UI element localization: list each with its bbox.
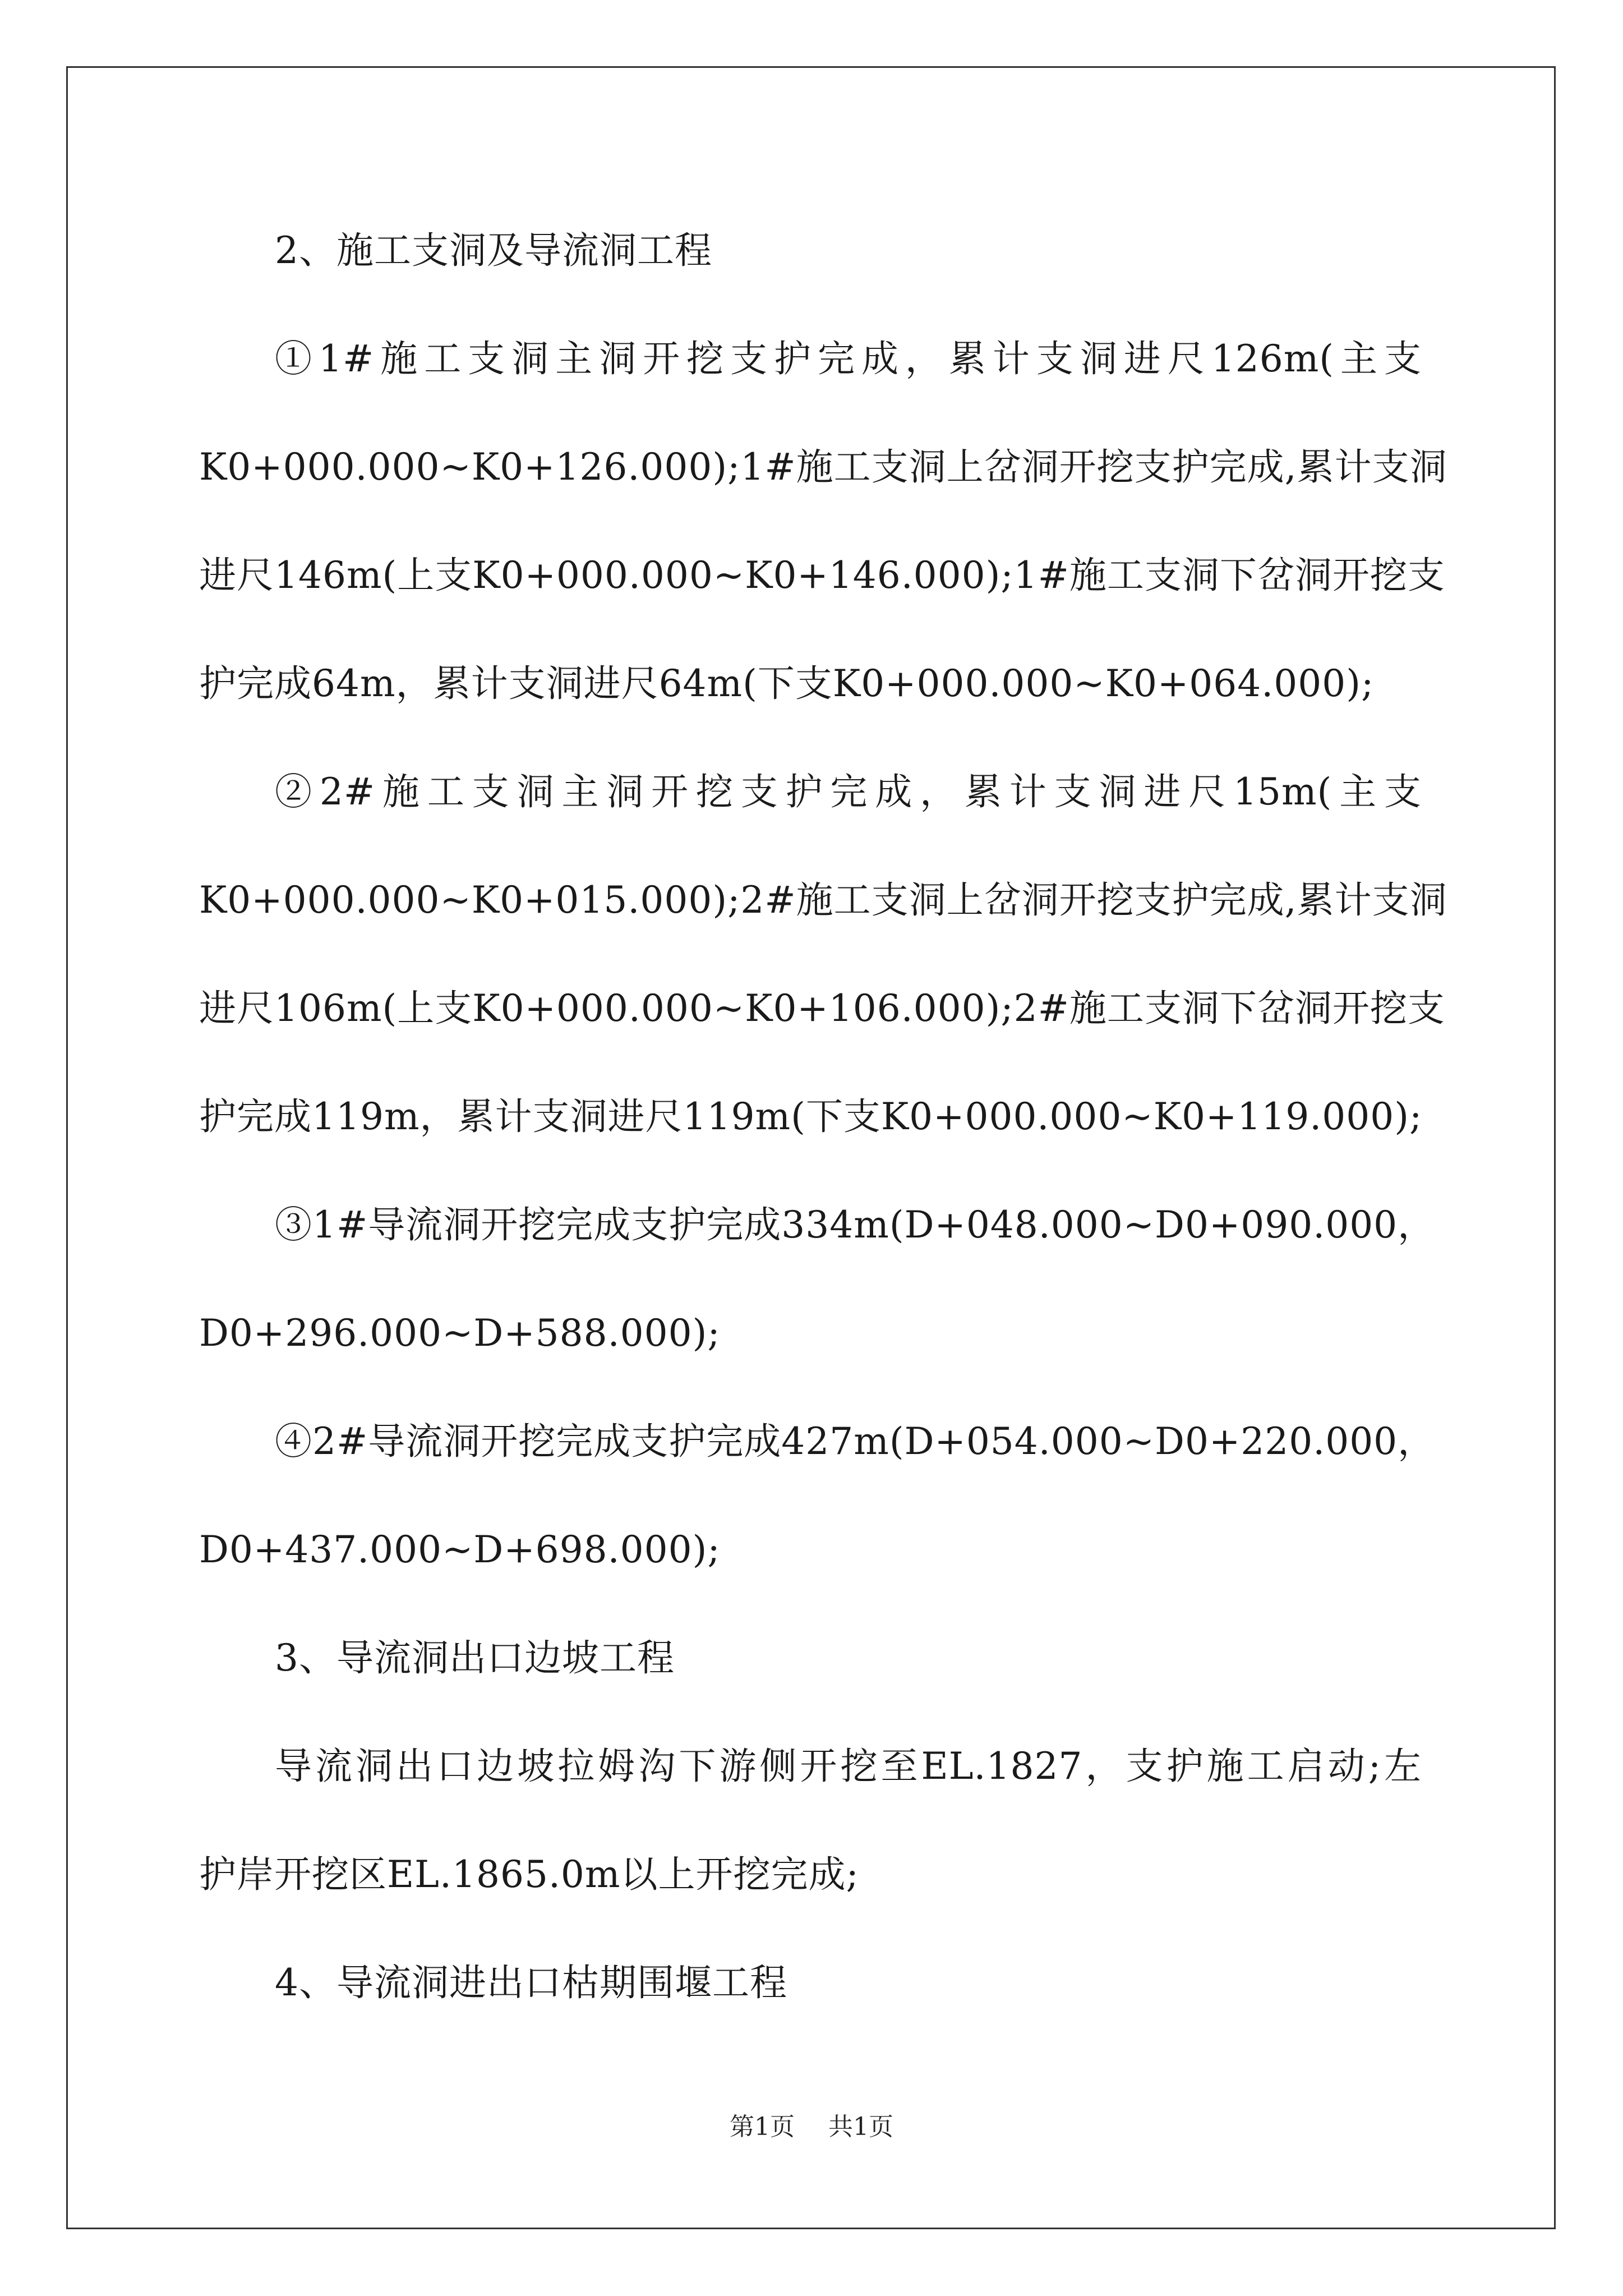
paragraph-line: 护完成64m，累计支洞进尺64m(下支K0+000.000~K0+064.000); <box>199 662 1375 705</box>
current-page-label: 第1页 <box>730 2113 795 2141</box>
paragraph-line: 护岸开挖区EL.1865.0m以上开挖完成; <box>199 1853 859 1896</box>
page-footer <box>0 2110 1623 2144</box>
total-pages-label: 共1页 <box>828 2113 893 2141</box>
page-border <box>66 66 1556 2229</box>
paragraph-line: ②2#施工支洞主洞开挖支护完成，累计支洞进尺15m(主支 <box>275 770 1422 813</box>
paragraph-line: ①1#施工支洞主洞开挖支护完成，累计支洞进尺126m(主支 <box>275 337 1422 380</box>
paragraph-line: 进尺106m(上支K0+000.000~K0+106.000);2#施工支洞下岔洞开挖支 <box>199 987 1445 1030</box>
paragraph-line: K0+000.000~K0+015.000);2#施工支洞上岔洞开挖支护完成,累计支洞 <box>199 878 1447 922</box>
paragraph-line: K0+000.000~K0+126.000);1#施工支洞上岔洞开挖支护完成,累计支洞 <box>199 445 1447 489</box>
paragraph-line: 进尺146m(上支K0+000.000~K0+146.000);1#施工支洞下岔洞开挖支 <box>199 554 1445 597</box>
section-heading: 2、施工支洞及导流洞工程 <box>275 229 712 272</box>
paragraph-line: ④2#导流洞开挖完成支护完成427m(D+054.000~D0+220.000， <box>275 1420 1436 1463</box>
section-heading: 4、导流洞进出口枯期围堰工程 <box>275 1961 787 2004</box>
paragraph-line: D0+296.000~D+588.000); <box>199 1312 721 1355</box>
paragraph-line: ③1#导流洞开挖完成支护完成334m(D+048.000~D0+090.000， <box>275 1203 1436 1246</box>
paragraph-line: 导流洞出口边坡拉姆沟下游侧开挖至EL.1827，支护施工启动;左 <box>275 1745 1422 1788</box>
paragraph-line: D0+437.000~D+698.000); <box>199 1528 721 1571</box>
section-heading: 3、导流洞出口边坡工程 <box>275 1636 675 1680</box>
paragraph-line: 护完成119m，累计支洞进尺119m(下支K0+000.000~K0+119.000); <box>199 1095 1423 1138</box>
